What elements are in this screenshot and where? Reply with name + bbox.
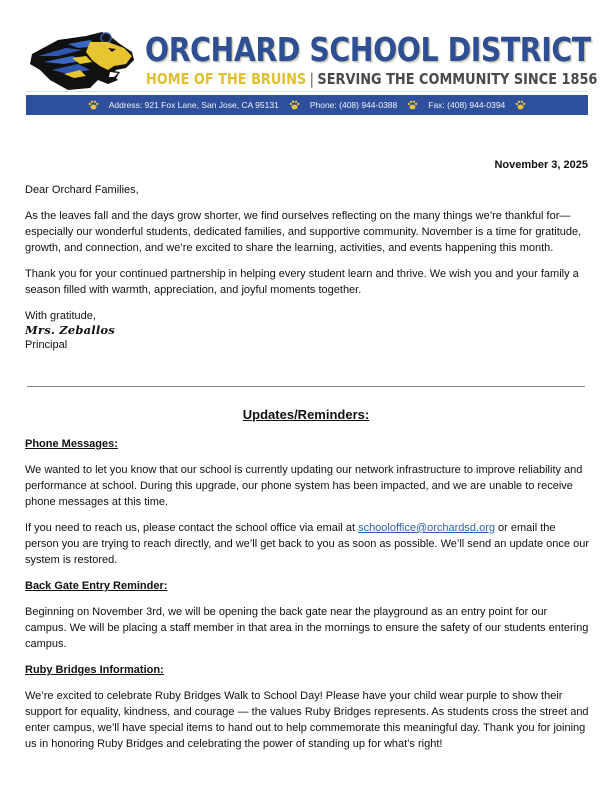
paw-print-icon [88, 100, 99, 110]
header-rule [26, 91, 588, 92]
phone-messages-paragraph: We wanted to let you know that our school is currently updating our network infrastructure to improve reliability and performance at school. During this upgrade, our phone system has been impacted, and we are unable to receive phone messages at this time. [25, 464, 583, 508]
phone-messages-contact-paragraph [25, 520, 591, 568]
district-name: ORCHARD SCHOOL DISTRICT [145, 30, 591, 69]
updates-heading: Updates/Reminders: [242, 407, 370, 422]
paw-print-icon [407, 100, 418, 110]
section-divider [27, 386, 585, 387]
school-office-email-link[interactable]: schooloffice@orchardsd.org [358, 522, 495, 534]
contact-phone: Phone: (408) 944-0388 [309, 100, 398, 110]
tagline-serving: SERVING THE COMMUNITY SINCE 1856 [317, 70, 598, 88]
tagline-separator: | [309, 70, 314, 88]
tagline-home: HOME OF THE BRUINS [146, 70, 307, 88]
letter-paragraph: As the leaves fall and the days grow shorter, we find ourselves reflecting on the many things we’re thankful for—especially our wonderful students, dedicated families, and supportive community. November is a time for gratitude, growth, and connection, and we’re excited to share the learning, activities, and events happening this month. [25, 210, 582, 254]
closing: With gratitude, [25, 310, 96, 322]
signer-title: Principal [25, 339, 68, 351]
letterhead [0, 0, 612, 120]
ruby-bridges-paragraph: We’re excited to celebrate Ruby Bridges Walk to School Day! Please have your child wear purple to show their support for equality, kindness, and courage — the values Ruby Bridges represents. As students cross the street and enter campus, we’ll have special items to hand out to help commemorate this meaningful day. Thank you for joining us in honoring Ruby Bridges and celebrating the power of standing up for what’s right! [25, 690, 589, 750]
paw-print-icon [515, 100, 526, 110]
tagline [146, 70, 597, 88]
back-gate-heading: Back Gate Entry Reminder: [25, 580, 168, 592]
letter-paragraph: Thank you for your continued partnership in helping every student learn and thrive. We wish you and your family a season filled with warmth, appreciation, and joyful moments together. [25, 268, 579, 296]
contact-text-before: If you need to reach us, please contact the school office via email at [25, 522, 359, 534]
letter-body [25, 182, 589, 353]
signature: Mrs. Zeballos [25, 323, 115, 337]
bruin-bear-head-icon [28, 30, 138, 92]
updates-section [25, 436, 591, 762]
phone-messages-heading: Phone Messages: [25, 438, 118, 450]
contact-bar [26, 95, 588, 115]
ruby-bridges-heading: Ruby Bridges Information: [25, 664, 164, 676]
paw-print-icon [289, 100, 300, 110]
contact-address: Address: 921 Fox Lane, San Jose, CA 95131 [108, 100, 279, 110]
back-gate-paragraph: Beginning on November 3rd, we will be opening the back gate near the playground as an entry point for our campus. We will be placing a staff member in that area in the mornings to ensure the safety of our students entering campus. [25, 606, 589, 650]
contact-text-after: or email the person you are trying to reach directly, and we’ll get back to you as soon as possible. We’ll send an update once our system is restored. [25, 522, 589, 566]
greeting: Dear Orchard Families, [25, 184, 139, 196]
contact-fax: Fax: (408) 944-0394 [428, 100, 506, 110]
letter-date: November 3, 2025 [494, 159, 588, 171]
